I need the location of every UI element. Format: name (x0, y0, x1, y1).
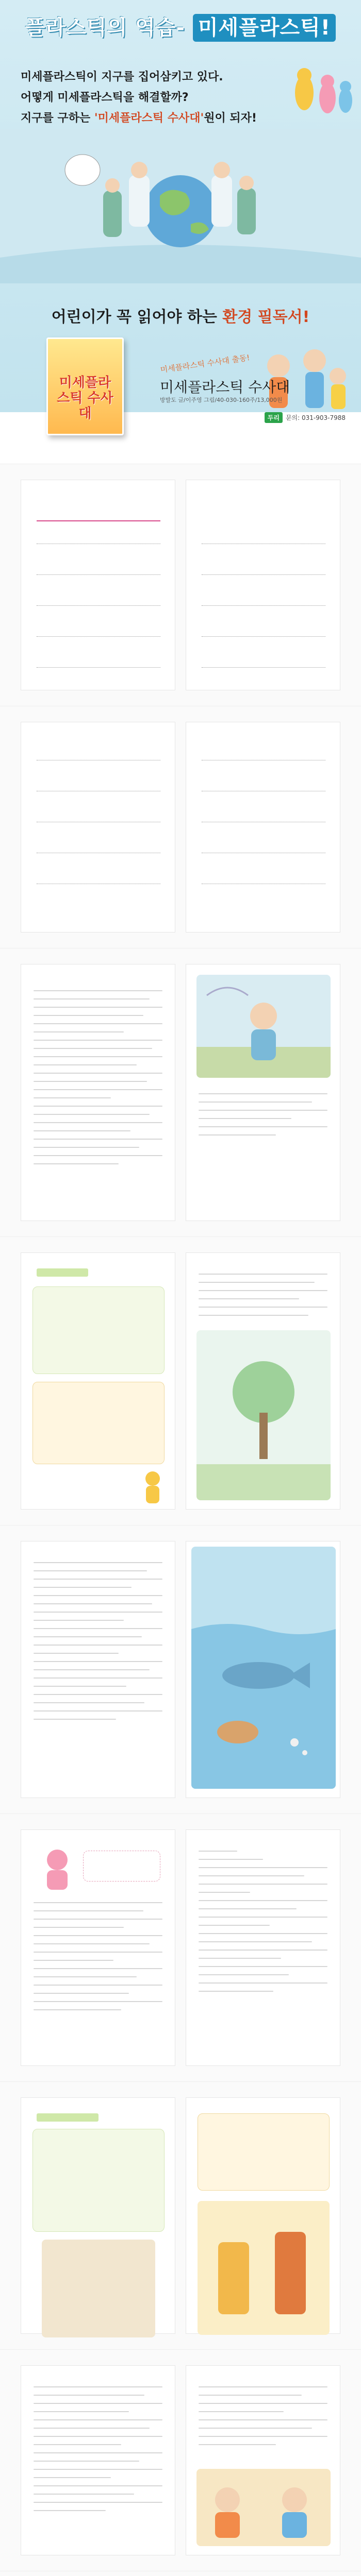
hero-title (0, 11, 361, 41)
info-box (32, 1382, 165, 1464)
worksheet-spread (0, 2571, 361, 2576)
dialogue-page-left (21, 1829, 175, 2066)
info-box (198, 2113, 330, 2191)
toc-item (202, 877, 325, 900)
publisher (265, 412, 346, 423)
toc-item (202, 568, 325, 591)
body-text (34, 990, 162, 1172)
toc-spread-2 (0, 706, 361, 948)
toc-item (37, 537, 160, 560)
section-tape (37, 1268, 88, 1277)
book-cover-title: 미세플라스틱 수사대 (57, 375, 113, 421)
hero-line3-pre: 지구를 구하는 (21, 112, 94, 125)
toc-item (202, 784, 325, 807)
publisher-logo: 두리 (265, 412, 283, 423)
hero-title-part1: 플라스틱의 역습- (25, 16, 185, 40)
info-box (32, 2129, 165, 2232)
toc-item (37, 630, 160, 653)
toc-item (202, 599, 325, 622)
dialogue-page-right (186, 1829, 340, 2066)
info-photo (42, 2240, 155, 2337)
story-spread-1 (0, 948, 361, 1236)
story-page-left (21, 964, 175, 1221)
body-text (199, 1093, 327, 1143)
body-text (199, 2386, 327, 2452)
dialogue-spread (0, 1814, 361, 2081)
info-page-left (21, 1252, 175, 1510)
toc-item (37, 877, 160, 900)
body-text (34, 1902, 162, 2018)
toc-item (202, 815, 325, 838)
toc-item (202, 660, 325, 684)
story-page-left (21, 1541, 175, 1798)
book-cover (46, 337, 124, 435)
speech-bubble (83, 1851, 160, 1882)
story-page-left (21, 2365, 175, 2555)
hero-tagline (21, 67, 257, 129)
character-icon (37, 1845, 78, 1892)
story-spread-2 (0, 1525, 361, 1814)
toc-item (37, 846, 160, 869)
hero-line3-highlight: '미세플라스틱 수사대' (94, 112, 204, 125)
toc-item (37, 568, 160, 591)
story-page-right (186, 2365, 340, 2555)
body-text (34, 2386, 162, 2518)
toc-item (202, 753, 325, 776)
toc-item (202, 537, 325, 560)
book-name: 미세플라스틱 수사대 (160, 379, 290, 396)
story-page-right (186, 1541, 340, 1798)
body-text (199, 1274, 327, 1323)
book-meta: 방발도 글/이주영 그림/40-030-160주/13,000원 (160, 397, 283, 403)
toc-item (202, 630, 325, 653)
toc-page-left (21, 722, 175, 933)
info-box (32, 1286, 165, 1374)
story-illustration (196, 975, 331, 1078)
ocean-illustration (191, 1547, 336, 1789)
toc-page-left (21, 480, 175, 690)
toc-item (37, 784, 160, 807)
story-page-right (186, 964, 340, 1221)
toc-item (37, 599, 160, 622)
toc-item (37, 815, 160, 838)
info-page-right (186, 2097, 340, 2334)
section-tape (37, 2113, 99, 2122)
nature-illustration (196, 1330, 331, 1500)
info-spread-1 (0, 1236, 361, 1525)
hero-line1: 미세플라스틱이 지구를 집어삼키고 있다. (21, 71, 223, 83)
hero-banner-pre: 어린이가 꼭 읽어야 하는 (51, 308, 223, 326)
info-page-left (21, 2097, 175, 2334)
hero-line2: 어떻게 미세플라스틱을 해결할까? (21, 91, 189, 104)
character-icon (140, 1469, 166, 1505)
toc-spread-1 (0, 464, 361, 706)
info-spread-2 (0, 2081, 361, 2349)
hero-banner-highlight: 환경 필독서! (222, 308, 310, 326)
toc-item (37, 660, 160, 684)
globe-doctors-illustration (0, 129, 361, 283)
hero-title-part2: 미세플라스틱! (193, 14, 336, 42)
info-page-right (186, 1252, 340, 1510)
hero-line3 (21, 108, 257, 129)
body-text (34, 1562, 162, 1727)
hero-banner (0, 304, 361, 327)
body-text (199, 1851, 327, 1999)
toc-page-right (186, 480, 340, 690)
hero-line3-post: 원이 되자! (204, 112, 257, 125)
publisher-phone: 문의: 031-903-7988 (285, 414, 346, 421)
hero-note: 미세플라스틱 수사대 출동! (159, 352, 251, 375)
toc-header-left (37, 501, 160, 521)
toc-page-right (186, 722, 340, 933)
toc-item (37, 753, 160, 776)
story-illustration (196, 2469, 331, 2546)
story-spread-3 (0, 2349, 361, 2571)
characters-illustration (289, 57, 356, 124)
illustration (198, 2201, 330, 2335)
toc-item (202, 846, 325, 869)
book-info-section (0, 330, 361, 464)
